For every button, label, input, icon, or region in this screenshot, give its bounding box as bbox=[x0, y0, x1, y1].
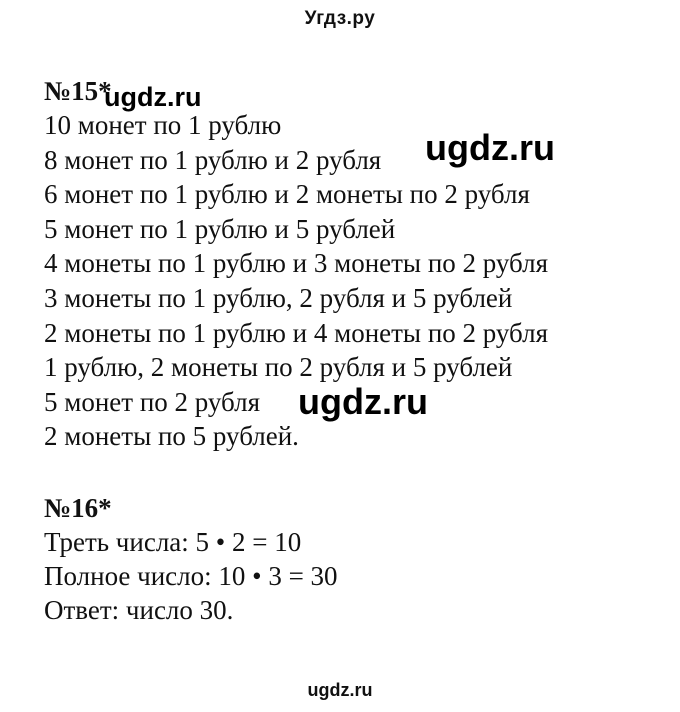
answer-line: 2 монеты по 1 рублю и 4 монеты по 2 рубля bbox=[44, 317, 549, 348]
answer-line: 6 монет по 1 рублю и 2 монеты по 2 рубля bbox=[44, 179, 530, 210]
task-16 bbox=[44, 491, 338, 627]
answer-line: 1 рублю, 2 монеты по 2 рубля и 5 рублей bbox=[44, 352, 513, 383]
watermark: ugdz.ru bbox=[104, 82, 202, 112]
site-footer: ugdz.ru bbox=[307, 680, 373, 700]
answer-line: Треть числа: 5 • 2 = 10 bbox=[44, 527, 302, 557]
watermark: ugdz.ru bbox=[425, 127, 555, 168]
task-number: №15* bbox=[44, 76, 112, 106]
answer-line: 5 монет по 2 рубля bbox=[44, 386, 261, 417]
site-header: Угдз.ру bbox=[304, 8, 376, 29]
answer-line: Полное число: 10 • 3 = 30 bbox=[44, 561, 338, 591]
answer-line: Ответ: число 30. bbox=[44, 595, 234, 625]
answer-line: 5 монет по 1 рублю и 5 рублей bbox=[44, 213, 396, 244]
answer-line: 8 монет по 1 рублю и 2 рубля bbox=[44, 144, 382, 175]
answer-line: 2 монеты по 5 рублей. bbox=[44, 421, 299, 452]
answer-lines bbox=[44, 525, 338, 627]
answer-line: 4 монеты по 1 рублю и 3 монеты по 2 рубля bbox=[44, 248, 549, 279]
task-number: №16* bbox=[44, 493, 112, 523]
watermark: ugdz.ru bbox=[298, 381, 428, 422]
answer-line: 10 монет по 1 рублю bbox=[44, 110, 282, 140]
answer-line: 3 монеты по 1 рублю, 2 рубля и 5 рублей bbox=[44, 282, 513, 313]
